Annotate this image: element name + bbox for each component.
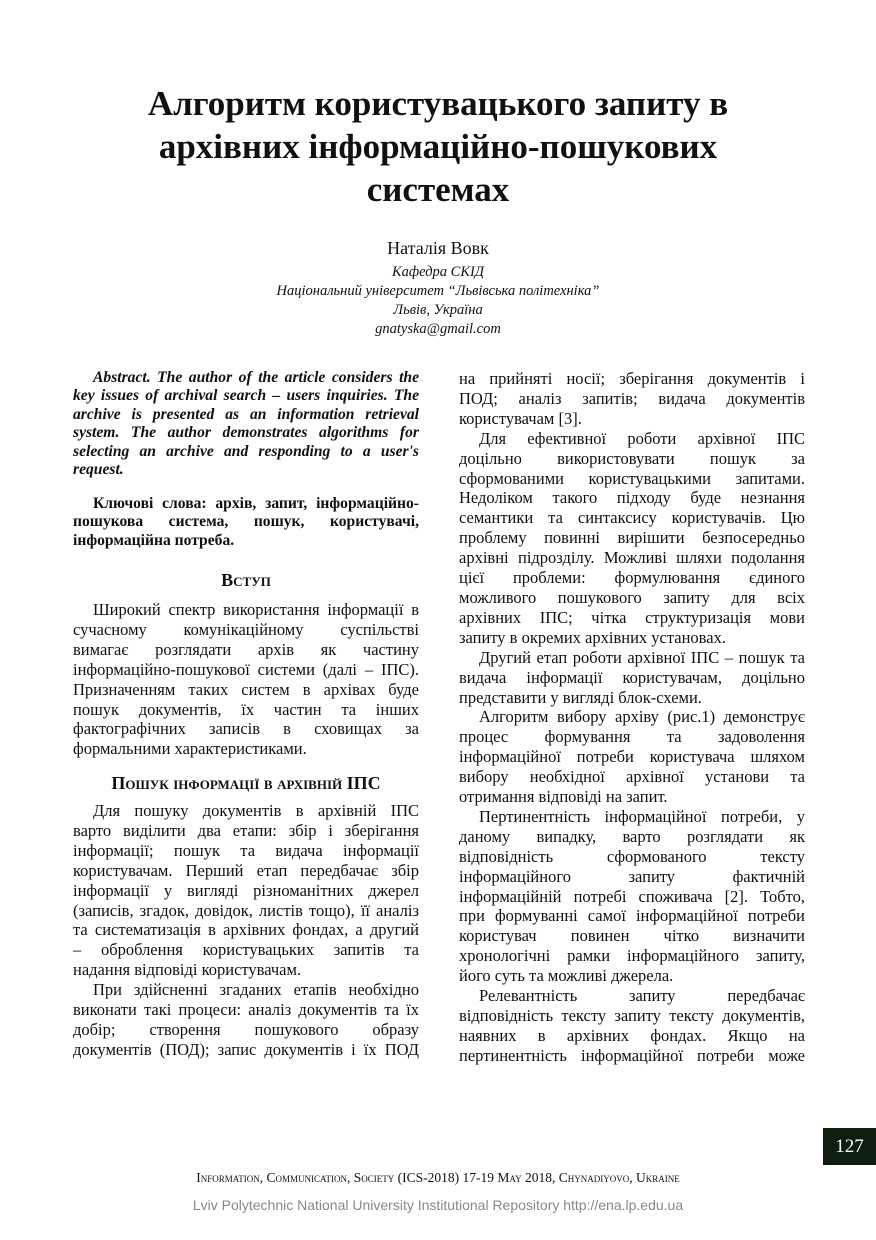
text-line: archive is presented as an information retrieval <box>73 405 419 423</box>
text-line: вимагає розглядати архів як частину <box>73 639 419 659</box>
text-line: цієї проблеми: формулювання єдиного <box>459 568 805 588</box>
paragraph <box>459 648 805 708</box>
text-line: інформаційного запиту фактичній <box>459 866 805 886</box>
paragraph <box>73 495 419 550</box>
text-line: відповідність сформованого тексту <box>459 846 805 866</box>
university: Національний університет “Львівська політехніка” <box>276 283 600 299</box>
text-line: хронологічні рамки інформаційного запиту, <box>459 946 805 966</box>
abstract <box>73 369 419 479</box>
text-line: проблему повинні вирішити безпосередньо <box>459 528 805 548</box>
section-heading-search: Пошук інформації в архівній ІПС <box>111 773 381 793</box>
text-line: Для пошуку документів в архівній ІПС <box>93 801 419 820</box>
text-line: інформаційно-пошукової системи (далі – ІПС). <box>73 659 419 679</box>
search-text-left <box>73 801 419 1060</box>
text-line: Abstract. The author of the article considers the <box>93 369 419 386</box>
text-line: request. <box>73 461 124 479</box>
footer-repository: Lviv Polytechnic National University Institutional Repository http://ena.lp.edu.ua <box>192 1197 684 1213</box>
text-line: пертинентність інформаційної потреби може <box>459 1045 805 1065</box>
keywords <box>73 495 419 550</box>
text-line: користувачам. Перший етап передбачає збір <box>73 860 419 880</box>
paragraph <box>459 707 805 807</box>
text-line: варто виділити два етапи: збір і зберігання <box>73 820 419 840</box>
text-line: Призначенням таких систем в архівах буде <box>73 679 419 699</box>
text-line: Другий етап роботи архівної ІПС – пошук та <box>479 647 805 667</box>
right-column-text <box>459 369 805 1066</box>
author-email: gnatyska@gmail.com <box>375 321 501 337</box>
text-line: представити у вигляді блок-схеми. <box>459 687 702 707</box>
text-line: запиту в окремих архівних установах. <box>459 627 726 647</box>
text-line: інформаційній потребі споживача [2]. Тобто, <box>459 886 805 906</box>
text-line: system. The author demonstrates algorithms for <box>73 424 419 442</box>
paper-title <box>0 82 876 211</box>
title-line: системах <box>366 170 510 209</box>
text-line: selecting an archive and responding to a user's <box>73 442 419 460</box>
department: Кафедра СКІД <box>391 264 485 280</box>
paragraph <box>459 429 805 648</box>
text-line: архівних ІПС; чітка структуризація мови <box>459 607 805 627</box>
text-line: та систематизація в архівних фондах, а другий <box>73 920 419 940</box>
text-line: інформації; пошук та видача інформації <box>73 840 419 860</box>
text-line: процес формування та задоволення <box>459 727 805 747</box>
text-line: користувач повинен чітко визначити <box>459 926 805 946</box>
text-line: вибору необхідної архівної установи та <box>459 767 805 787</box>
text-line: фактографічних записів в сховищах за <box>73 719 419 739</box>
text-line: його суть та можливі джерела. <box>459 966 674 986</box>
text-line: При здійсненні згаданих етапів необхідно <box>93 980 419 1000</box>
footer-conference: Information, Communication, Society (ICS-2018) 17-19 May 2018, Chynadiyovo, Ukraine <box>196 1170 680 1185</box>
text-line: Недоліком такого підходу буде незнання <box>459 488 805 508</box>
text-line: можливого пошукового запиту для всіх <box>459 587 805 607</box>
text-line: Алгоритм вибору архіву (рис.1) демонструє <box>479 707 805 727</box>
text-line: key issues of archival search – users inquiries. The <box>73 387 419 405</box>
text-line: Для ефективної роботи архівної ІПС <box>479 428 805 448</box>
text-line: видача інформації користувачам, доцільно <box>459 667 805 687</box>
location: Львів, Україна <box>393 302 483 318</box>
paragraph <box>459 807 805 986</box>
text-line: виконати такі процеси: аналіз документів та їх <box>73 1000 419 1020</box>
text-line: на прийняті носії; зберігання документів і <box>459 369 805 388</box>
text-line: наявних в архівних фондах. Якщо на <box>459 1025 805 1045</box>
text-line: отримання відповіді на запит. <box>459 787 668 807</box>
paragraph <box>459 369 805 429</box>
text-line: користувачам [3]. <box>459 408 582 428</box>
text-line: сформованими користувацькими запитами. <box>459 468 805 488</box>
text-line: семантики та синтаксису користувачів. Цю <box>459 508 805 528</box>
text-line: (записів, згадок, довідок, листів тощо), її аналіз <box>73 900 419 920</box>
text-line: формальними характеристиками. <box>73 739 307 759</box>
text-line: Пертинентність інформаційної потреби, у <box>479 806 805 826</box>
text-line: відповідність тексту запиту тексту документів, <box>459 1006 805 1025</box>
text-line: архівні підрозділу. Можливі шляхи подолання <box>459 548 805 568</box>
text-line: пошук документів, їх частин та інших <box>73 699 419 719</box>
text-line: Релевантність запиту передбачає <box>479 986 805 1006</box>
page-number: 127 <box>823 1128 876 1165</box>
text-line: пошукова система, пошук, користувачі, <box>73 513 419 531</box>
author-name: Наталія Вовк <box>387 238 489 258</box>
text-line: доцільно використовувати пошук за <box>459 448 805 468</box>
title-line: архівних інформаційно-пошукових <box>158 127 718 166</box>
paragraph <box>73 801 419 980</box>
text-line: даному випадку, варто розглядати як <box>459 826 805 846</box>
text-line: Ключові слова: архів, запит, інформаційно- <box>93 495 419 512</box>
title-line: Алгоритм користувацького запиту в <box>147 84 729 123</box>
text-line: Широкий спектр використання інформації в <box>93 600 419 619</box>
paragraph <box>73 600 419 759</box>
paragraph <box>459 986 805 1066</box>
text-line: інформаційна потреба. <box>73 531 235 549</box>
text-line: – оброблення користувацьких запитів та <box>73 940 419 960</box>
text-line: інформації у вигляді різноманітних джерел <box>73 880 419 900</box>
text-line: документів (ПОД); запис документів і їх ПОД <box>73 1039 419 1059</box>
text-line: інформаційної потреби користувача шляхом <box>459 747 805 767</box>
text-line: ПОД; аналіз запитів; видача документів <box>459 388 805 408</box>
text-line: надання відповіді користувачам. <box>73 960 302 980</box>
text-line: сучасному комунікаційному суспільстві <box>73 619 419 639</box>
paragraph <box>73 369 419 479</box>
text-line: при формуванні самої інформаційної потреби <box>459 906 805 926</box>
intro-text <box>73 600 419 759</box>
text-line: добір; створення пошукового образу <box>73 1019 419 1039</box>
section-heading-intro: Вступ <box>221 570 271 590</box>
paragraph <box>73 980 419 1060</box>
author-affiliation <box>0 263 876 339</box>
